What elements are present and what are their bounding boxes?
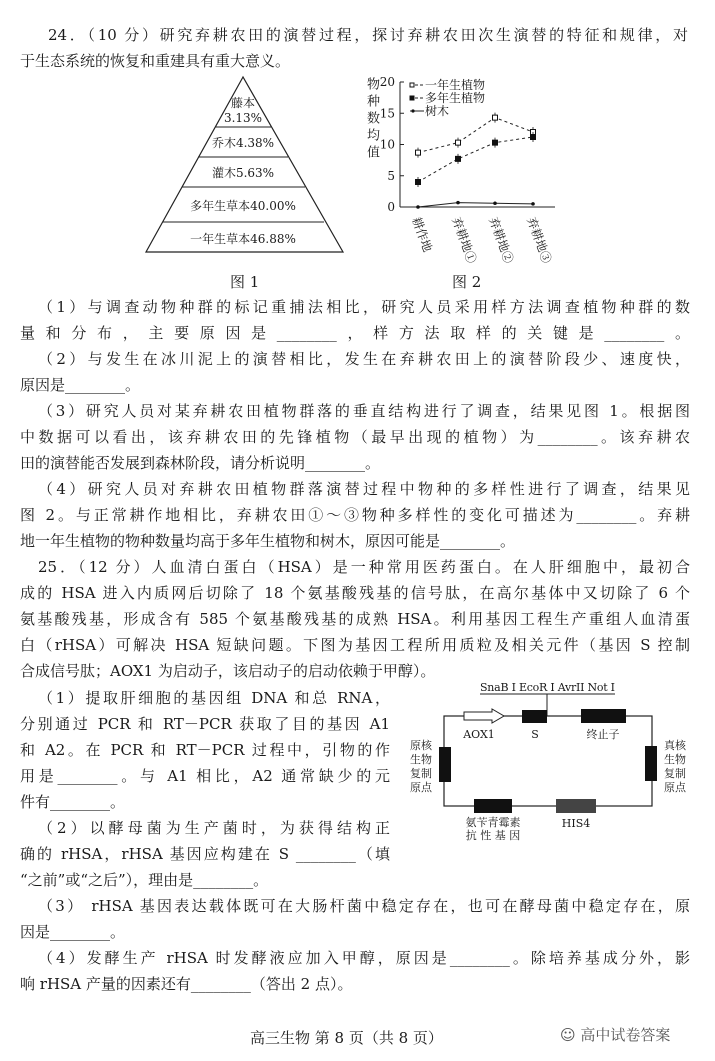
text-line: 地一年生植物的物种数量均高于多年生植物和树木，原因可能是________。 <box>20 532 516 550</box>
text-line: 中数据可以看出，该弃耕农田的先锋植物（最早出现的植物）为________。该弃耕农 <box>20 428 690 446</box>
x-tick-label: 弃耕地② <box>486 215 516 266</box>
text-line: 原因是________。 <box>20 376 141 394</box>
prok-ori-label: 生物 <box>410 753 432 766</box>
text-line: 成的 HSA 进入内质网后切除了 18 个氨基酸残基的信号肽，在高尔基体中又切除了 6 个 <box>20 584 690 602</box>
euk-ori-label: 生物 <box>664 753 686 766</box>
text-line: （1）与调查动物种群的标记重捕法相比，研究人员采用样方法调查植物种群的数 <box>38 298 690 316</box>
series-line <box>418 118 533 153</box>
layer-label: 一年生草本46.88% <box>190 232 296 246</box>
y-axis-label: 物种数均值 <box>364 77 379 162</box>
terminator-label: 终止子 <box>586 728 620 741</box>
text-line: （3）研究人员对某弃耕农田植物群落的垂直结构进行了调查，结果见图 1。根据图 <box>38 402 690 420</box>
figure2-caption: 图 2 <box>452 273 482 291</box>
text-line: 25．（12 分）人血清白蛋白（HSA）是一种常用医药蛋白。在人肝细胞中，最初合 <box>38 558 690 576</box>
text-line: 田的演替能否发展到森林阶段，请分析说明________。 <box>20 454 381 472</box>
text-line: 用是________。与 A1 相比，A2 通常缺少的元 <box>20 767 390 785</box>
y-tick-label: 15 <box>379 106 395 121</box>
chat-bubble-icon: ☺ <box>560 1026 581 1044</box>
legend-label: 树木 <box>425 104 450 118</box>
prok-ori-label: 原点 <box>410 781 432 794</box>
layer-label: 3.13% <box>223 111 263 125</box>
data-point <box>531 135 536 140</box>
promoter-label: AOX1 <box>463 728 495 741</box>
text-line: 确的 rHSA，rHSA 基因应构建在 S ________（填 <box>20 845 390 863</box>
text-line: 白（rHSA）可解决 HSA 短缺问题。下图为基因工程所用质粒及相关元件（基因 S 控制 <box>20 636 690 654</box>
figure1-caption: 图 1 <box>230 273 260 291</box>
x-tick-label: 弃耕地① <box>449 215 479 266</box>
layer-label: 灌木5.63% <box>211 166 275 180</box>
brand-label: 高中试卷答案 <box>580 1026 671 1044</box>
data-point <box>456 140 461 145</box>
series-line <box>418 203 533 207</box>
data-point <box>456 156 461 161</box>
signal-gene-label: S <box>531 728 539 741</box>
text-line: 24．（10 分）研究弃耕农田的演替过程，探讨弃耕农田次生演替的特征和规律，对 <box>48 26 688 44</box>
text-line: “之前”或“之后”），理由是________。 <box>20 871 269 889</box>
text-line: （2）与发生在冰川泥上的演替相比，发生在弃耕农田上的演替阶段少、速度快， <box>38 350 690 368</box>
data-point <box>416 150 421 155</box>
data-point <box>456 201 460 205</box>
text-line: 件有________。 <box>20 793 126 811</box>
text-line: 和 A2。在 PCR 和 RT－PCR 过程中，引物的作 <box>20 741 390 759</box>
s-gene-block <box>522 710 547 723</box>
text-line: 分别通过 PCR 和 RT－PCR 获取了目的基因 A1 <box>20 715 390 733</box>
data-point <box>493 201 497 205</box>
text-line: 于生态系统的恢复和重建具有重大意义。 <box>20 52 291 70</box>
text-line: （4）发酵生产 rHSA 时发酵液应加入甲醇，原因是________。除培养基成分外，影 <box>38 949 690 967</box>
text-line: 合成信号肽；AOX1 为启动子，该启动子的启动依赖于甲醇）。 <box>20 662 436 680</box>
amp-label: 抗 性 基 因 <box>465 829 521 842</box>
text-line: 图 2。与正常耕作地相比，弃耕农田①～③物种多样性的变化可描述为________。弃耕 <box>20 506 690 524</box>
x-tick-label: 耕作地 <box>409 215 435 254</box>
text-line: （4）研究人员对弃耕农田植物群落演替过程中物种的多样性进行了调查，结果见 <box>38 480 690 498</box>
y-tick-label: 0 <box>387 200 395 214</box>
figure2-chart <box>0 0 715 300</box>
text-line: （2）以酵母菌为生产菌时，为获得结构正 <box>38 819 390 837</box>
layer-label: 藤本 <box>230 96 256 110</box>
layer-label: 多年生草本40.00% <box>190 199 296 213</box>
legend-marker <box>410 83 414 87</box>
text-line: 因是________。 <box>20 923 126 941</box>
data-point <box>416 180 421 185</box>
euk-ori-label: 真核 <box>664 739 686 752</box>
page-footer: 高三生物 第 8 页（共 8 页） <box>250 1029 443 1047</box>
y-tick-label: 10 <box>379 137 395 152</box>
prok-ori-label: 复制 <box>410 767 432 780</box>
text-line: （1）提取肝细胞的基因组 DNA 和总 RNA， <box>38 689 390 707</box>
data-point <box>531 202 535 206</box>
legend-marker <box>410 96 414 100</box>
text-line: （3） rHSA 基因表达载体既可在大肠杆菌中稳定存在，也可在酵母菌中稳定存在，原 <box>38 897 690 915</box>
series-line <box>418 137 533 182</box>
layer-label: 乔木4.38% <box>211 136 275 150</box>
euk-ori-label: 原点 <box>664 781 686 794</box>
legend-label: 一年生植物 <box>425 78 486 92</box>
amp-gene-block <box>474 799 512 813</box>
terminator-block <box>581 709 626 723</box>
prok-ori-block <box>439 747 451 782</box>
euk-ori-label: 复制 <box>664 767 686 780</box>
text-line: 氨基酸残基，形成含有 585 个氨基酸残基的成熟 HSA。利用基因工程生产重组人血清蛋 <box>20 610 690 628</box>
aox1-promoter-arrow <box>464 709 504 723</box>
amp-label: 氨苄青霉素 <box>465 816 521 829</box>
prok-ori-label: 原核 <box>410 739 432 752</box>
y-tick-label: 5 <box>387 168 395 183</box>
his4-label: HIS4 <box>561 817 591 830</box>
euk-ori-block <box>645 746 657 781</box>
text-line: 响 rHSA 产量的因素还有________（答出 2 点）。 <box>20 975 353 993</box>
text-line: 量和分布，主要原因是________，样方法取样的关键是________。 <box>20 324 690 342</box>
data-point <box>416 205 420 209</box>
data-point <box>493 115 498 120</box>
restriction-sites: SnaB I EcoR I AvrII Not I <box>480 681 615 694</box>
brand-watermark <box>560 1024 670 1045</box>
data-point <box>493 140 498 145</box>
his4-block <box>556 799 596 813</box>
legend-marker <box>411 109 414 112</box>
legend-label: 多年生植物 <box>425 91 486 105</box>
plasmid-diagram <box>400 670 710 860</box>
x-tick-label: 弃耕地③ <box>524 215 554 266</box>
y-tick-label: 20 <box>379 75 395 89</box>
